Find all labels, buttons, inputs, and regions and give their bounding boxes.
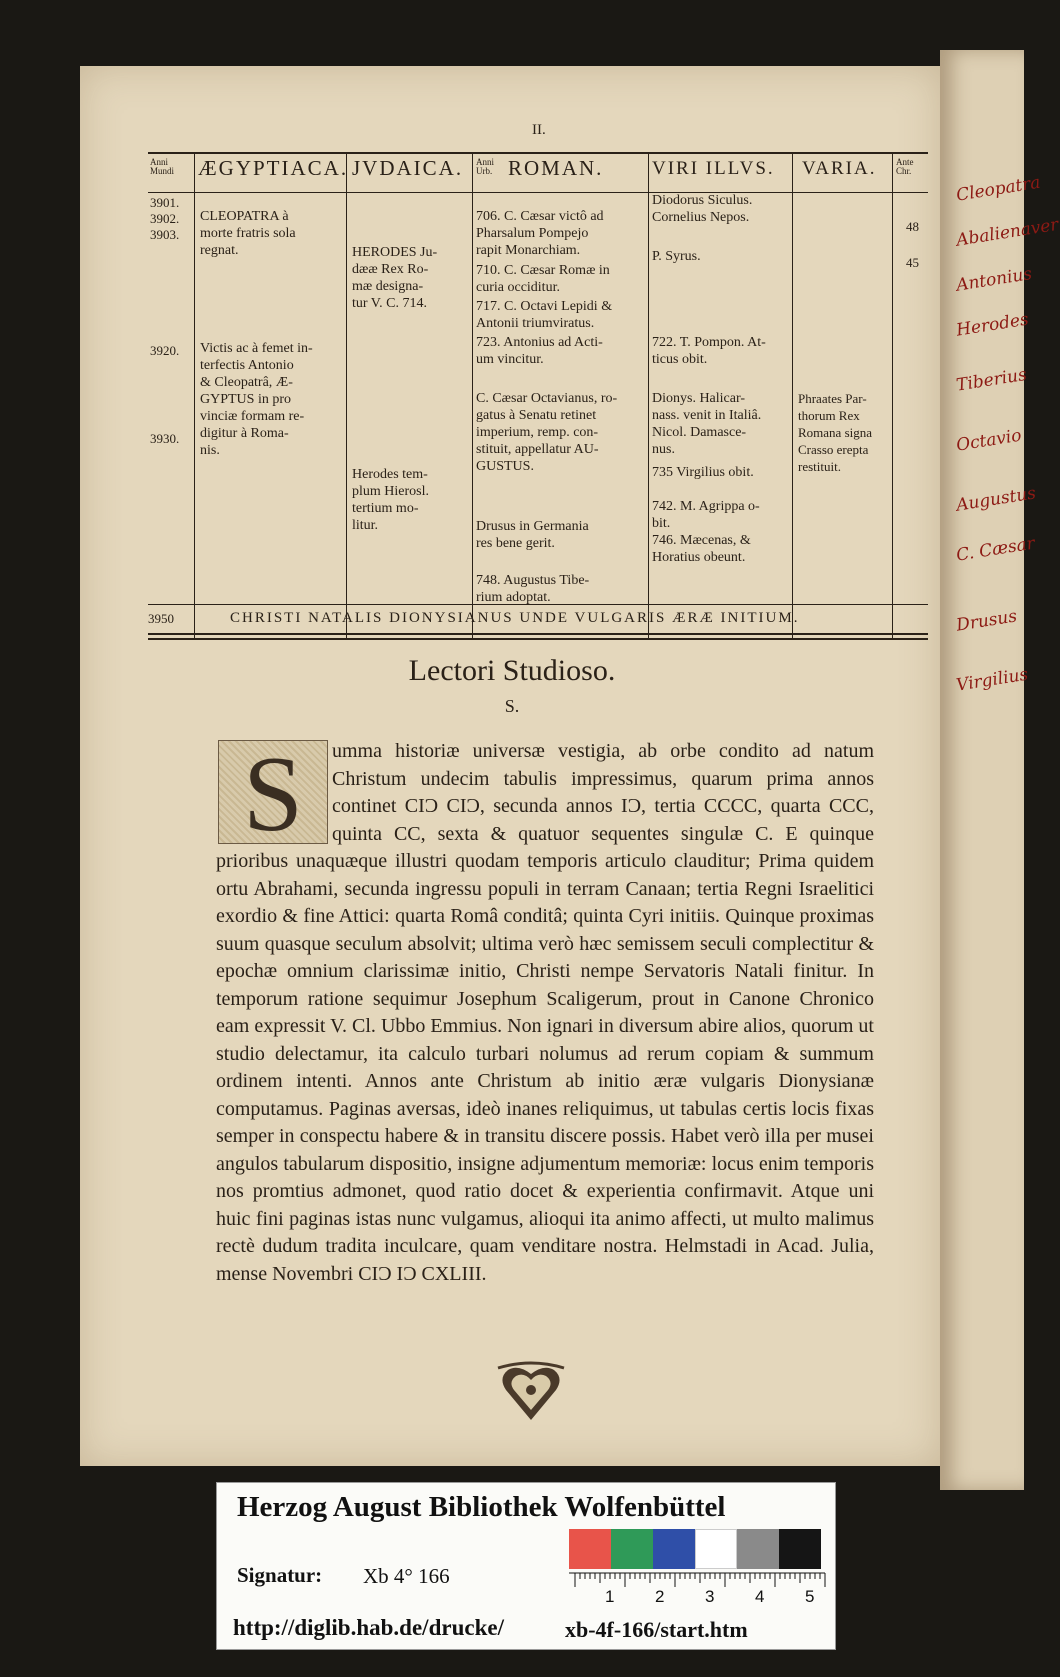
margin-note: Cleopatra bbox=[954, 172, 1042, 206]
year-ante-christum: 48 bbox=[906, 219, 919, 234]
library-url[interactable]: http://diglib.hab.de/drucke/ bbox=[233, 1615, 504, 1640]
year-mundi: 3901. bbox=[150, 195, 180, 210]
scale-number: 2 bbox=[655, 1587, 665, 1606]
initial-letter: S bbox=[242, 735, 304, 854]
year-mundi: 3902. bbox=[150, 211, 180, 226]
scale-number: 1 bbox=[605, 1587, 615, 1606]
color-swatch bbox=[737, 1529, 779, 1569]
viri-entry: Diodorus Siculus. Cornelius Nepos. bbox=[652, 193, 753, 225]
romana-entry: 723. Antonius ad Acti- um vincitur. bbox=[476, 335, 603, 367]
aegyptiaca-entry: CLEOPATRA à morte fratris sola regnat. bbox=[200, 209, 296, 258]
preface-text: umma historiæ universæ vestigia, ab orbe condito ad natum Christum undecim tabulis impressimus, quarum prima annos continet CIƆ CIƆ, secunda annos IƆ, tertia CCCC, quarta CCC, quinta CC, sexta & quatuor sequentes singulæ C. E quinque prioribus unaquæque illustri quodam temporis articulo clauditur; Prima quidem ortu Abrahami, secunda ingressu populi in terram Canaan; tertia Regni Israelitici exordio & fine Attici: quarta Româ conditâ; quinta Cyri initiis. Quinque proximas suum quasque seculum absolvit; ultima verò hæc semissem seculi complectitur & epochæ omnium clarissimæ initio, Christi nempe Servatoris Natali finitur. In temporum ratione sequimur Josephum Scaligerum, prout in Canone Chronico eam expressit V. Cl. Ubbo Emmius. Non ignari in diversum abire alios, quorum ut studio delectamur, ita calculo turbari nolumus ad rerum copiam & summum ordinem intenti. Annos ante Christum ab initio æræ vulgaris Dionysianæ computamus. Paginas aversas, ideò inanes reliquimus, ut tabulas certis locis fixas semper in conspectu habere & in transitu discere possis. Habet verò illa per musei angulos tabularum dispositio, insigne adjumentum memoriæ: locus enim temporis nos promtius admonet, quod ratio docet & experientia confirmavit. Atque uni huic fini paginas istas nunc vulgamus, alioqui ita animo affecti, ut multo malimus rectè dudum tradita inculcare, quam venditare nostra. Helmstadi in Acad. Julia, mense Novembri CIƆ IƆ CXLIII. bbox=[216, 740, 874, 1285]
margin-note: Antonius bbox=[954, 263, 1034, 296]
preface-salutation: S. bbox=[504, 696, 520, 716]
scale-number: 4 bbox=[755, 1587, 765, 1606]
adjacent-page-margin bbox=[940, 50, 1060, 1490]
viri-entry: 722. T. Pompon. At- ticus obit. bbox=[652, 335, 766, 367]
header-romana: ROMAN. bbox=[508, 156, 604, 180]
header-judaica: JVDAICA. bbox=[352, 156, 464, 180]
page-number: II. bbox=[532, 122, 546, 138]
library-url-path[interactable]: xb-4f-166/start.htm bbox=[565, 1617, 748, 1642]
year-mundi: 3920. bbox=[150, 343, 180, 358]
color-swatch bbox=[695, 1529, 737, 1569]
chronology-table bbox=[148, 152, 928, 640]
header-varia: VARIA. bbox=[802, 158, 877, 179]
margin-note: Tiberius bbox=[954, 364, 1029, 396]
margin-note: Augustus bbox=[954, 483, 1038, 516]
romana-entry: 706. C. Cæsar victô ad Pharsalum Pompejo rapit Monarchiam. bbox=[476, 209, 604, 258]
era-text: CHRISTI NATALIS DIONYSIANUS UNDE VULGARIS ÆRÆ INITIUM. bbox=[230, 610, 800, 626]
preface-title: Lectori Studioso. bbox=[408, 654, 616, 687]
header-aegyptiaca: ÆGYPTIACA. bbox=[198, 156, 349, 180]
header-anni-mundi: Anni Mundi bbox=[150, 157, 175, 176]
viri-entry: Dionys. Halicar- nass. venit in Italiâ. Nicol. Damasce- nus. bbox=[652, 391, 762, 457]
romana-entry: Drusus in Germania res bene gerit. bbox=[476, 519, 589, 551]
color-swatch bbox=[653, 1529, 695, 1569]
scale-ruler bbox=[569, 1571, 825, 1615]
romana-entry: C. Cæsar Octavianus, ro- gatus à Senatu retinet imperium, remp. con- stituit, appellatur AU- GUSTUS. bbox=[476, 391, 618, 474]
viri-entry: P. Syrus. bbox=[652, 249, 701, 264]
signatur-label: Signatur: bbox=[237, 1563, 323, 1587]
header-ante-christum: Ante Chr. bbox=[896, 157, 914, 176]
aegyptiaca-entry: Victis ac à femet in- terfectis Antonio & Cleopatrâ, Æ- GYPTUS in pro vinciæ formam re- digitur à Roma- nis. bbox=[200, 341, 313, 458]
year-ante-christum: 45 bbox=[906, 255, 919, 270]
color-swatch bbox=[569, 1529, 611, 1569]
color-swatch bbox=[779, 1529, 821, 1569]
header-viri-illustres: VIRI ILLVS. bbox=[652, 158, 775, 179]
varia-entry: Phraates Par- thorum Rex Romana signa Crasso erepta restituit. bbox=[798, 391, 873, 474]
margin-note: Drusus bbox=[954, 606, 1019, 636]
margin-note: Octavio bbox=[954, 425, 1023, 456]
tailpiece-ornament-icon bbox=[494, 1360, 568, 1422]
margin-note: Virgilius bbox=[954, 664, 1030, 696]
year-mundi: 3903. bbox=[150, 227, 180, 242]
color-swatch bbox=[611, 1529, 653, 1569]
margin-note: C. Cæsar bbox=[954, 533, 1037, 566]
decorated-initial bbox=[218, 735, 328, 854]
header-anni-urbis: Anni Urb. bbox=[476, 157, 494, 176]
judaica-entry: HERODES Ju- dææ Rex Ro- mæ designa- tur V. C. 714. bbox=[352, 245, 438, 311]
era-year: 3950 bbox=[148, 611, 174, 626]
margin-note: Abalienaver bbox=[954, 214, 1060, 251]
viri-entry: 742. M. Agrippa o- bit. 746. Mæcenas, & Horatius obeunt. bbox=[652, 499, 760, 565]
viri-entry: 735 Virgilius obit. bbox=[652, 465, 754, 480]
margin-note: Herodes bbox=[954, 309, 1031, 341]
romana-entry: 748. Augustus Tibe- rium adoptat. bbox=[476, 573, 590, 605]
romana-entry: 717. C. Octavi Lepidi & Antonii triumviratus. bbox=[476, 299, 613, 331]
library-name: Herzog August Bibliothek Wolfenbüttel bbox=[237, 1491, 726, 1523]
judaica-entry: Herodes tem- plum Hierosl. tertium mo- litur. bbox=[352, 467, 429, 533]
romana-entry: 710. C. Cæsar Romæ in curia occiditur. bbox=[476, 263, 610, 295]
scale-number: 3 bbox=[705, 1587, 715, 1606]
library-label bbox=[216, 1482, 836, 1650]
year-mundi: 3930. bbox=[150, 431, 180, 446]
era-row bbox=[148, 604, 928, 635]
signatur-value: Xb 4° 166 bbox=[363, 1564, 450, 1588]
scale-number: 5 bbox=[805, 1587, 815, 1606]
